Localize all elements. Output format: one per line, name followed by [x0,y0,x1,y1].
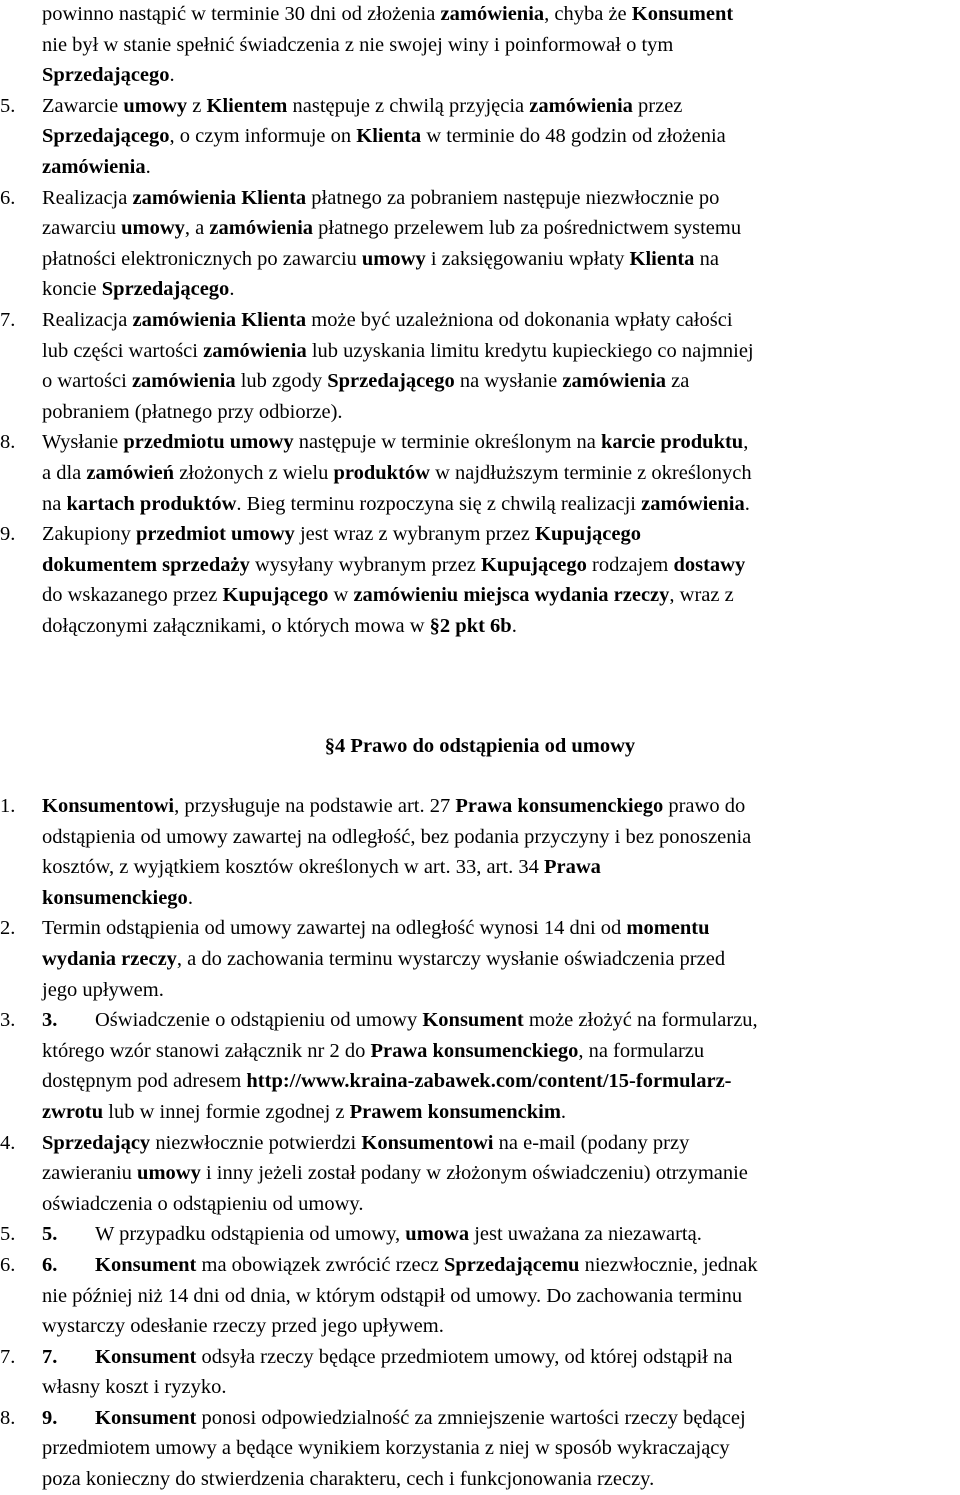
item-text [42,427,960,519]
text-line: zawarciu umowy, a zamówienia płatnego przelewem lub za pośrednictwem systemu [42,217,742,240]
item-number: 6. [0,186,16,209]
text-line: Sprzedającego. [42,64,175,87]
list-item [0,1250,960,1342]
list-item [0,427,960,519]
list-item [0,1219,960,1250]
text-line: nie był w stanie spełnić świadczenia z nie swojej winy i poinformował o tym [42,33,674,56]
text-line: zamówienia. [42,155,151,178]
section-withdrawal [0,791,960,1495]
text-line: kosztów, z wyjątkiem kosztów określonych w art. 33, art. 34 Prawa [42,856,601,879]
list-item [0,0,960,91]
item-number: 1. [0,795,16,817]
text-line: Konsumentowi, przysługuje na podstawie art. 27 Prawa konsumenckiego prawo do [42,795,746,817]
item-number: 7. [0,1345,16,1368]
item-text [42,0,960,91]
item-text [42,1219,960,1250]
item-subnumber: 6. [42,1253,58,1276]
item-number: 3. [0,1009,16,1032]
text-line: przedmiotem umowy a będące wynikiem korzystania z niej w sposób wykraczający [42,1437,730,1460]
text-line: do wskazanego przez Kupującego w zamówieniu miejsca wydania rzeczy, wraz z [42,584,734,607]
text-line: dostępnym pod adresem http://www.kraina-zabawek.com/content/15-formularz- [42,1070,732,1093]
text-line: konsumenckiego. [42,886,193,909]
item-text [42,183,960,305]
item-subnumber: 5. [42,1223,58,1246]
item-subnumber: 3. [42,1009,58,1032]
text-line: o wartości zamówienia lub zgody Sprzedającego na wysłanie zamówienia za [42,370,690,393]
text-line: odstąpienia od umowy zawartej na odległość, bez podania przyczyny i bez ponoszenia [42,825,752,848]
text-line: którego wzór stanowi załącznik nr 2 do Prawa konsumenckiego, na formularzu [42,1039,705,1062]
text-line: wydania rzeczy, a do zachowania terminu wystarczy wysłanie oświadczenia przed [42,947,726,970]
text-line: na kartach produktów. Bieg terminu rozpoczyna się z chwilą realizacji zamówienia. [42,492,750,515]
text-line: W przypadku odstąpienia od umowy, umowa jest uważana za niezawartą. [95,1223,702,1246]
item-subnumber: 7. [42,1345,58,1368]
item-number: 5. [0,94,16,117]
text-line: lub części wartości zamówienia lub uzyskania limitu kredytu kupieckiego co najmniej [42,339,754,362]
item-text [42,913,960,1005]
item-number: 6. [0,1253,16,1276]
list-item [0,1403,960,1495]
item-number: 4. [0,1131,16,1154]
item-number: 5. [0,1223,16,1246]
text-line: Zawarcie umowy z Klientem następuje z chwilą przyjęcia zamówienia przez [42,94,683,117]
item-text [42,305,960,427]
list-item [0,1342,960,1403]
item-text [42,91,960,183]
list-item [0,91,960,183]
list-item [0,913,960,1005]
item-subnumber: 9. [42,1406,58,1429]
item-text [42,1128,960,1220]
text-line: pobraniem (płatnego przy odbiorze). [42,400,343,423]
item-number: 8. [0,1406,16,1429]
text-line: Wysłanie przedmiotu umowy następuje w terminie określonym na karcie produktu, [42,431,749,454]
item-text [42,1005,960,1127]
text-line: wystarczy odesłanie rzeczy przed jego upływem. [42,1315,444,1338]
text-line: Konsument ma obowiązek zwrócić rzecz Sprzedającemu niezwłocznie, jednak [95,1253,758,1276]
item-text [42,519,960,641]
item-number: 7. [0,308,16,331]
list-item [0,1005,960,1127]
text-line: koncie Sprzedającego. [42,278,235,301]
item-number: 9. [0,523,16,546]
list-item [0,791,960,913]
text-line: jego upływem. [42,978,164,1001]
text-line: nie później niż 14 dni od dnia, w którym odstąpił od umowy. Do zachowania terminu [42,1284,743,1307]
text-line: Konsument ponosi odpowiedzialność za zmniejszenie wartości rzeczy będącej [95,1406,746,1429]
text-line: własny koszt i ryzyko. [42,1376,227,1399]
text-line: Sprzedającego, o czym informuje on Klienta w terminie do 48 godzin od złożenia [42,125,726,148]
list-item [0,519,960,641]
text-line: Realizacja zamówienia Klienta płatnego za pobraniem następuje niezwłocznie po [42,186,720,209]
text-line: płatności elektronicznych po zawarciu umowy i zaksięgowaniu wpłaty Klienta na [42,247,719,270]
text-line: zawieraniu umowy i inny jeżeli został podany w złożonym oświadczeniu) otrzymanie [42,1162,748,1185]
text-line: powinno nastąpić w terminie 30 dni od złożenia zamówienia, chyba że Konsument [42,3,734,25]
text-line: Oświadczenie o odstąpieniu od umowy Konsument może złożyć na formularzu, [95,1009,758,1032]
text-line: zwrotu lub w innej formie zgodnej z Prawem konsumenckim. [42,1100,567,1123]
item-text [42,1250,960,1342]
item-number: 8. [0,431,16,454]
list-item [0,183,960,305]
text-line: oświadczenia o odstąpieniu od umowy. [42,1192,364,1215]
list-item [0,305,960,427]
item-text [42,1342,960,1403]
text-line: dołączonymi załącznikami, o których mowa w §2 pkt 6b. [42,614,517,637]
text-line: Sprzedający niezwłocznie potwierdzi Konsumentowi na e-mail (podany przy [42,1131,690,1154]
text-line: Konsument odsyła rzeczy będące przedmiotem umowy, od której odstąpił na [95,1345,733,1368]
item-text [42,1403,960,1495]
text-line: Realizacja zamówienia Klienta może być uzależniona od dokonania wpłaty całości [42,308,733,331]
section-heading: §4 Prawo do odstąpienia od umowy [324,735,636,757]
text-line: dokumentem sprzedaży wysyłany wybranym przez Kupującego rodzajem dostawy [42,553,746,576]
item-number: 2. [0,917,16,940]
text-line: a dla zamówień złożonych z wielu produktów w najdłuższym terminie z określonych [42,461,752,484]
section-order-realization [0,0,960,641]
item-text [42,791,960,913]
list-item [0,1128,960,1220]
text-line: Zakupiony przedmiot umowy jest wraz z wybranym przez Kupującego [42,523,641,546]
text-line: poza konieczny do stwierdzenia charakteru, cech i funkcjonowania rzeczy. [42,1468,655,1491]
text-line: Termin odstąpienia od umowy zawartej na odległość wynosi 14 dni od momentu [42,917,710,940]
